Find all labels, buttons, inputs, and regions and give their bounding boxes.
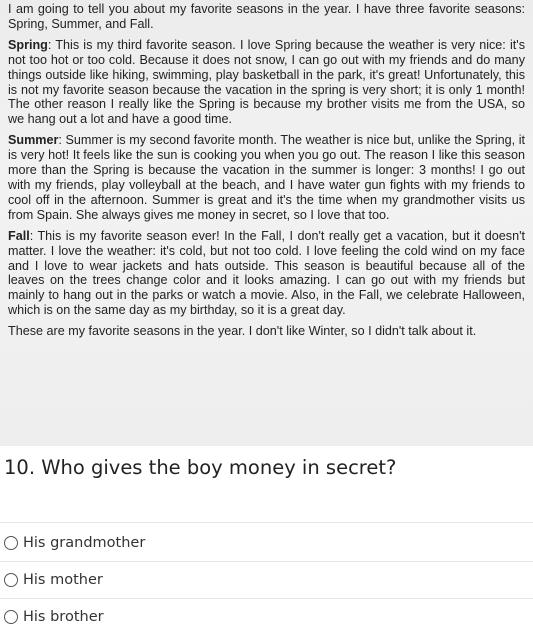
answer-option-2[interactable] [4, 570, 103, 590]
summer-text: : Summer is my second favorite month. The weather is nice but, unlike the Spring, it is very hot! It feels like the sun is cooking you when you go out. The reason I like this season more than the Spring is because the vacation in the summer is longer: 3 months! I go out with my friends, play volleyball at the beach, and I have water gun fights with my friends to cool off in the afternoon. Summer is great and it's the time when my grandmother visits us from Spain. She always gives me money in secret, so I love that too. [8, 133, 525, 222]
answer-option-3[interactable] [4, 607, 104, 627]
option-label: His grandmother [23, 535, 146, 551]
spring-text: : This is my third favorite season. I love Spring because the weather is very nice: it's not too hot or too cold. Because it does not snow, I can go out with my friends and do many things outside like hiking, swimming, play basketball in the park, it's great! Unfortunately, this is not my favorite season because the vacation in the spring is very short; it is only 1 month! The other reason I really like the Spring is because my brother visits me from the USA, so we hang out a lot and have a good time. [8, 37, 525, 127]
fall-paragraph [8, 229, 525, 318]
intro-paragraph: I am going to tell you about my favorite seasons in the year. I have three favorite seasons: Spring, Summer, and Fall. [8, 2, 525, 31]
summer-paragraph [8, 133, 525, 222]
divider [0, 522, 533, 523]
option-label: His mother [23, 572, 103, 588]
answer-option-1[interactable] [4, 533, 145, 553]
spring-heading: Spring [8, 37, 48, 52]
fall-text: : This is my favorite season ever! In the Fall, I don't really get a vacation, but it doesn't matter. I love the weather: it's cold, but not too cold. I love feeling the cold wind on my face and I love to wear jackets and hats outside. This season is beautiful because all of the leaves on the trees change color and it looks amazing. I can go out with my friends but mainly to hang out in the parks or watch a movie. Also, in the Fall, we celebrate Halloween, which is on the same day as my birthday, so it is a great day. [8, 228, 525, 318]
radio-button-icon[interactable] [4, 536, 18, 550]
radio-button-icon[interactable] [4, 573, 18, 587]
spring-paragraph [8, 38, 525, 127]
option-label: His brother [23, 609, 104, 625]
question-title: 10. Who gives the boy money in secret? [4, 456, 397, 479]
fall-heading: Fall [8, 228, 30, 243]
summer-heading: Summer [8, 133, 59, 148]
divider [0, 561, 533, 562]
divider [0, 598, 533, 599]
radio-button-icon[interactable] [4, 610, 18, 624]
closing-paragraph: These are my favorite seasons in the year. I don't like Winter, so I didn't talk about it. [8, 324, 477, 339]
